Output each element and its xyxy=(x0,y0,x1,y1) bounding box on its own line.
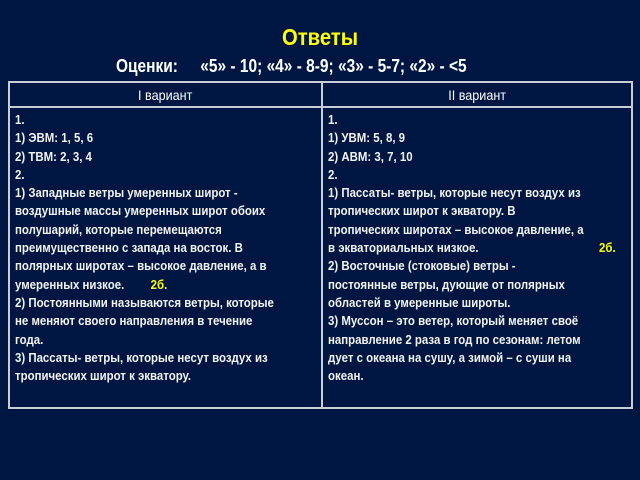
v1-q1-number: 1. xyxy=(15,112,25,127)
header-row xyxy=(9,82,632,107)
answers-row xyxy=(9,107,632,408)
answers-table xyxy=(8,81,633,409)
page-title: Ответы xyxy=(281,24,359,50)
v1-q1-item: 2) ТВМ: 2, 3, 4 xyxy=(15,148,92,164)
variant-2-cell xyxy=(322,107,632,408)
points-badge: 2б. xyxy=(599,240,616,256)
v1-q2-item1-line: преимущественно с запада на восток. В xyxy=(15,240,243,256)
v1-q2-item2-line: не меняют своего направления в течение xyxy=(15,313,253,329)
variant-1-cell xyxy=(9,107,322,408)
v2-q2-item3-line: океан. xyxy=(328,368,364,384)
v1-q2-item1-line: воздушные массы умеренных широт обоих xyxy=(15,203,266,219)
grading-scale xyxy=(116,56,477,77)
v2-q2-item2-line: постоянные ветры, дующие от полярных xyxy=(328,276,565,292)
v2-q2-number: 2. xyxy=(328,166,338,182)
v1-q2-item3-line: тропических широт к экватору. xyxy=(15,368,192,384)
header-variant-2: II вариант xyxy=(322,82,632,107)
v1-q2-item1-line: 1) Западные ветры умеренных широт - xyxy=(15,185,238,201)
v2-q2-item1-line: тропических широтах – высокое давление, а xyxy=(328,221,584,237)
grading-label: Оценки: xyxy=(116,56,178,76)
v2-q2-item1-line: тропических широт к экватору. В xyxy=(328,203,516,219)
points-badge: 2б. xyxy=(150,276,168,292)
v1-q2-item2-line: 2) Постоянными называются ветры, которые xyxy=(15,294,274,310)
v1-q2-item1-line: полушарий, которые перемещаются xyxy=(15,221,222,237)
v2-q1-item: 2) АВМ: 3, 7, 10 xyxy=(328,148,413,164)
v1-q2-number: 2. xyxy=(15,166,25,182)
v1-q2-item3-line: 3) Пассаты- ветры, которые несут воздух из xyxy=(15,349,268,365)
v1-q2-item2-line: года. xyxy=(15,331,44,347)
v2-q2-item3-line: 3) Муссон – это ветер, который меняет своё xyxy=(328,313,579,329)
v2-q2-item3-line: дует с океана на сушу, а зимой – с суши на xyxy=(328,349,572,365)
v1-q1-item: 1) ЭВМ: 1, 5, 6 xyxy=(15,130,94,146)
v2-q2-item3-line: направление 2 раза в год по сезонам: летом xyxy=(328,331,581,347)
header-variant-1: I вариант xyxy=(9,82,322,107)
v2-q1-item: 1) УВМ: 5, 8, 9 xyxy=(328,130,406,146)
v2-q2-item1-line: 1) Пассаты- ветры, которые несут воздух из xyxy=(328,185,581,201)
v2-q2-item1-last-line: в экваториальных низкое. 2б. xyxy=(328,239,628,257)
grading-values: «5» - 10; «4» - 8-9; «3» - 5-7; «2» - <5 xyxy=(200,56,467,76)
v2-q2-item2-line: областей в умеренные широты. xyxy=(328,294,511,310)
v2-q1-number: 1. xyxy=(328,112,338,127)
v1-q2-item1-last-line: умеренных низкое. 2б. xyxy=(15,276,168,292)
v1-q2-item1-line: полярных широтах – высокое давление, а в xyxy=(15,258,267,274)
v2-q2-item2-line: 2) Восточные (стоковые) ветры - xyxy=(328,258,516,274)
